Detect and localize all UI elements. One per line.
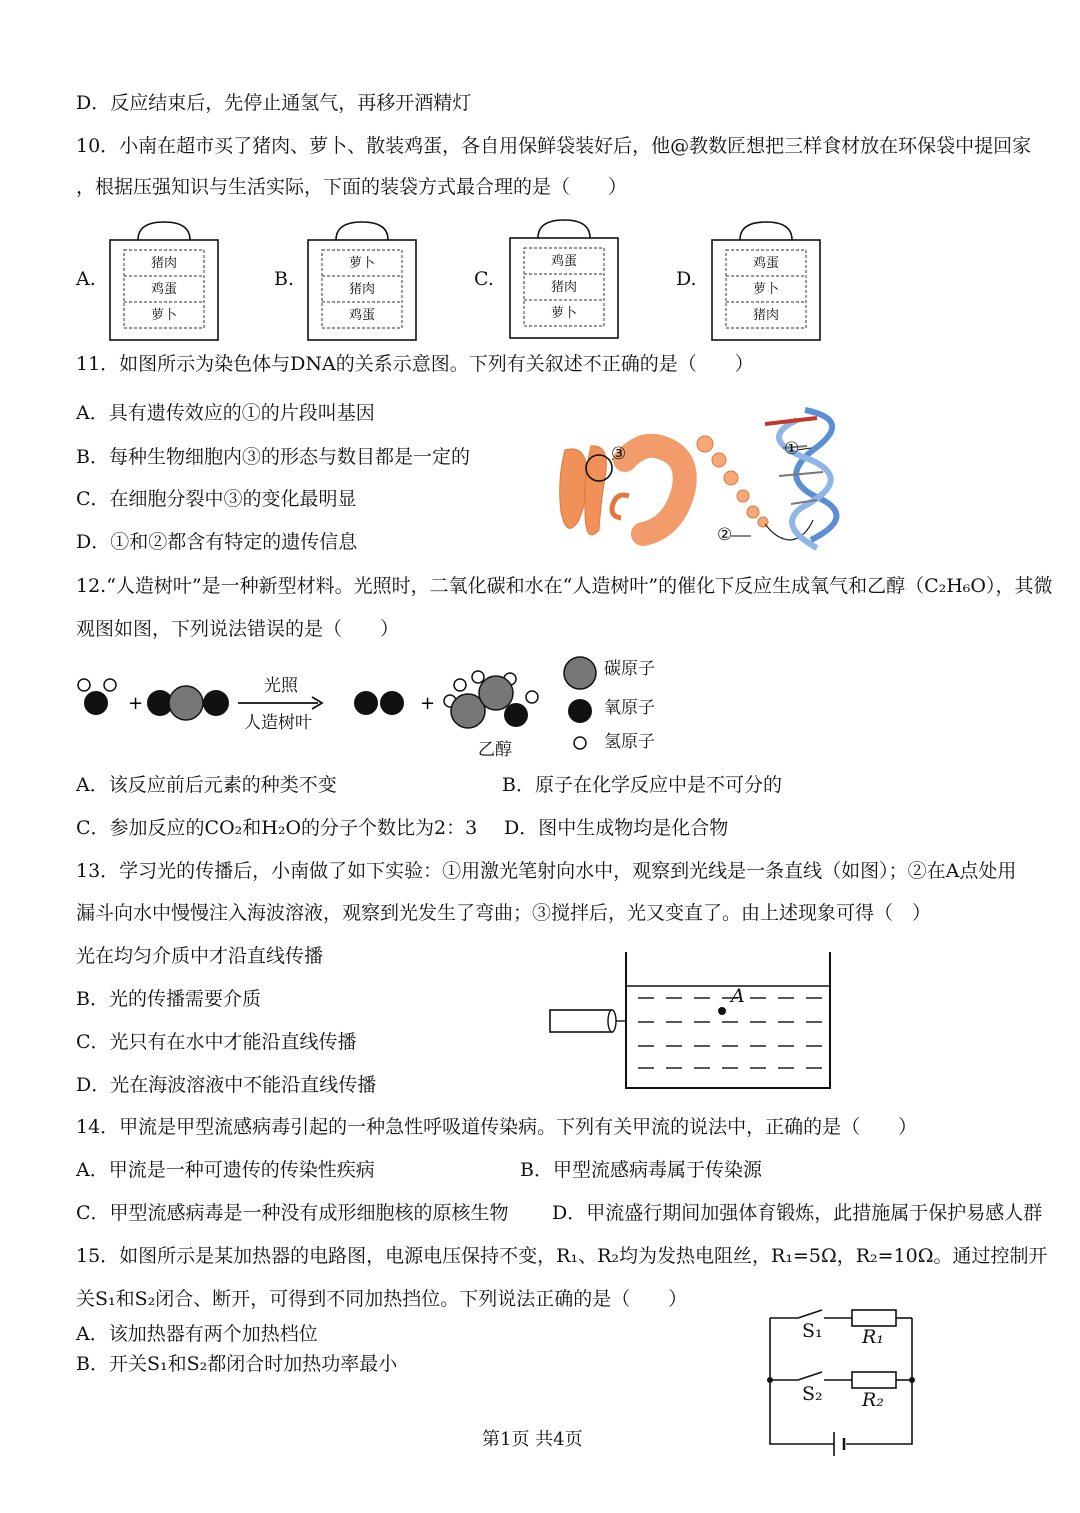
svg-text:+: + [128, 693, 144, 714]
legend-carbon: 碳原子 [604, 659, 655, 679]
resistor-r2-label: R₂ [862, 1389, 884, 1411]
chromosome-dna-figure [555, 400, 875, 560]
q12-option-b: B．原子在化学反应中是不可分的 [502, 774, 782, 796]
q13-stem-line1: 13．学习光的传播后，小南做了如下实验：①用激光笔射向水中，观察到光线是一条直线（如图）；②在A点处用 [76, 860, 1017, 882]
q10-stem-line2: ，根据压强知识与生活实际，下面的装袋方式最合理的是（ ） [76, 176, 628, 198]
q13-option-c: C．光只有在水中才能沿直线传播 [76, 1031, 357, 1053]
bag-c-item-1: 鸡蛋 [551, 254, 578, 269]
resistor-r1-label: R₁ [862, 1326, 884, 1348]
bag-d-label: D. [676, 268, 697, 290]
q13-option-a: 光在均匀介质中才沿直线传播 [76, 945, 324, 967]
bag-a-item-2: 鸡蛋 [151, 282, 178, 297]
q13-option-b: B．光的传播需要介质 [76, 988, 261, 1010]
circuit-figure [766, 1310, 918, 1456]
bag-c-label: C. [474, 268, 494, 290]
q15-stem-line1: 15．如图所示是某加热器的电路图，电源电压保持不变，R₁、R₂均为发热电阻丝，R₁=5Ω，R₂=10Ω。通过控制开 [76, 1245, 1048, 1267]
bag-d-item-1: 鸡蛋 [753, 256, 780, 271]
q13-option-d: D．光在海波溶液中不能沿直线传播 [76, 1074, 377, 1096]
bag-d-figure [710, 218, 822, 344]
q14-stem: 14．甲流是甲型流感病毒引起的一种急性呼吸道传染病。下列有关甲流的说法中，正确的是（ ） [76, 1116, 918, 1138]
point-a-label: A [731, 985, 745, 1007]
bag-d-item-3: 猪肉 [753, 308, 780, 323]
q11-option-d: D．①和②都含有特定的遗传信息 [76, 531, 358, 553]
q12-option-c: C．参加反应的CO₂和H₂O的分子个数比为2：3 [76, 817, 478, 839]
label-circled-1: ① [784, 439, 800, 459]
bag-a-item-3: 萝卜 [151, 308, 178, 323]
bag-d-item-2: 萝卜 [753, 282, 780, 297]
arrow-label-top: 光照 [264, 676, 298, 696]
page-footer: 第1页 共4页 [482, 1429, 583, 1450]
q10-stem-line1: 10．小南在超市买了猪肉、萝卜、散装鸡蛋，各自用保鲜袋装好后，他@教数匠想把三样食材放在环保袋中提回家 [76, 135, 1032, 157]
switch-s1-label: S₁ [802, 1320, 823, 1342]
q11-option-a: A．具有遗传效应的①的片段叫基因 [76, 402, 375, 424]
ethanol-label: 乙醇 [478, 740, 512, 760]
legend-oxygen: 氧原子 [604, 698, 655, 718]
q11-stem: 11．如图所示为染色体与DNA的关系示意图。下列有关叙述不正确的是（ ） [76, 353, 754, 375]
bag-a-label: A. [76, 268, 96, 290]
bag-c-item-3: 萝卜 [551, 306, 578, 321]
legend-hydrogen: 氢原子 [604, 732, 655, 752]
q14-option-d: D．甲流盛行期间加强体育锻炼，此措施属于保护易感人群 [552, 1202, 1043, 1224]
bag-b-figure [306, 218, 418, 344]
q12-stem-line1: 12.“人造树叶”是一种新型材料。光照时，二氧化碳和水在“人造树叶”的催化下反应生成氧气和乙醇（C₂H₆O），其微 [76, 575, 1053, 597]
q15-stem-line2: 关S₁和S₂闭合、断开，可得到不同加热挡位。下列说法正确的是（ ） [76, 1288, 688, 1310]
q15-option-b: B．开关S₁和S₂都闭合时加热功率最小 [76, 1353, 398, 1375]
svg-text:+: + [420, 693, 436, 714]
q14-option-c: C．甲型流感病毒是一种没有成形细胞核的原核生物 [76, 1202, 509, 1224]
prev-option-d: D．反应结束后，先停止通氢气，再移开酒精灯 [76, 92, 472, 114]
q11-option-b: B．每种生物细胞内③的形态与数目都是一定的 [76, 446, 470, 468]
bag-b-item-1: 萝卜 [349, 256, 376, 271]
q12-option-d: D．图中生成物均是化合物 [504, 817, 729, 839]
bag-a-item-1: 猪肉 [151, 256, 178, 271]
bag-b-item-3: 鸡蛋 [349, 308, 376, 323]
q13-stem-line2: 漏斗向水中慢慢注入海波溶液，观察到光发生了弯曲；③搅拌后，光又变直了。由上述现象可得（ ） [76, 902, 932, 924]
arrow-label-bottom: 人造树叶 [244, 713, 312, 733]
q12-stem-line2: 观图如图，下列说法错误的是（ ） [76, 618, 400, 640]
water-tank-figure [548, 950, 838, 1094]
reaction-micro-figure [74, 655, 674, 755]
bag-c-figure [508, 216, 620, 342]
q11-option-c: C．在细胞分裂中③的变化最明显 [76, 488, 357, 510]
bag-a-figure [108, 218, 220, 344]
bag-b-item-2: 猪肉 [349, 282, 376, 297]
label-circled-3: ③ [611, 444, 627, 464]
q14-option-a: A．甲流是一种可遗传的传染性疾病 [76, 1159, 375, 1181]
label-circled-2: ② [717, 525, 733, 545]
bag-c-item-2: 猪肉 [551, 280, 578, 295]
q14-option-b: B．甲型流感病毒属于传染源 [520, 1159, 762, 1181]
bag-b-label: B. [274, 268, 295, 290]
switch-s2-label: S₂ [802, 1383, 823, 1405]
q12-option-a: A．该反应前后元素的种类不变 [76, 774, 337, 796]
q15-option-a: A．该加热器有两个加热档位 [76, 1323, 318, 1345]
